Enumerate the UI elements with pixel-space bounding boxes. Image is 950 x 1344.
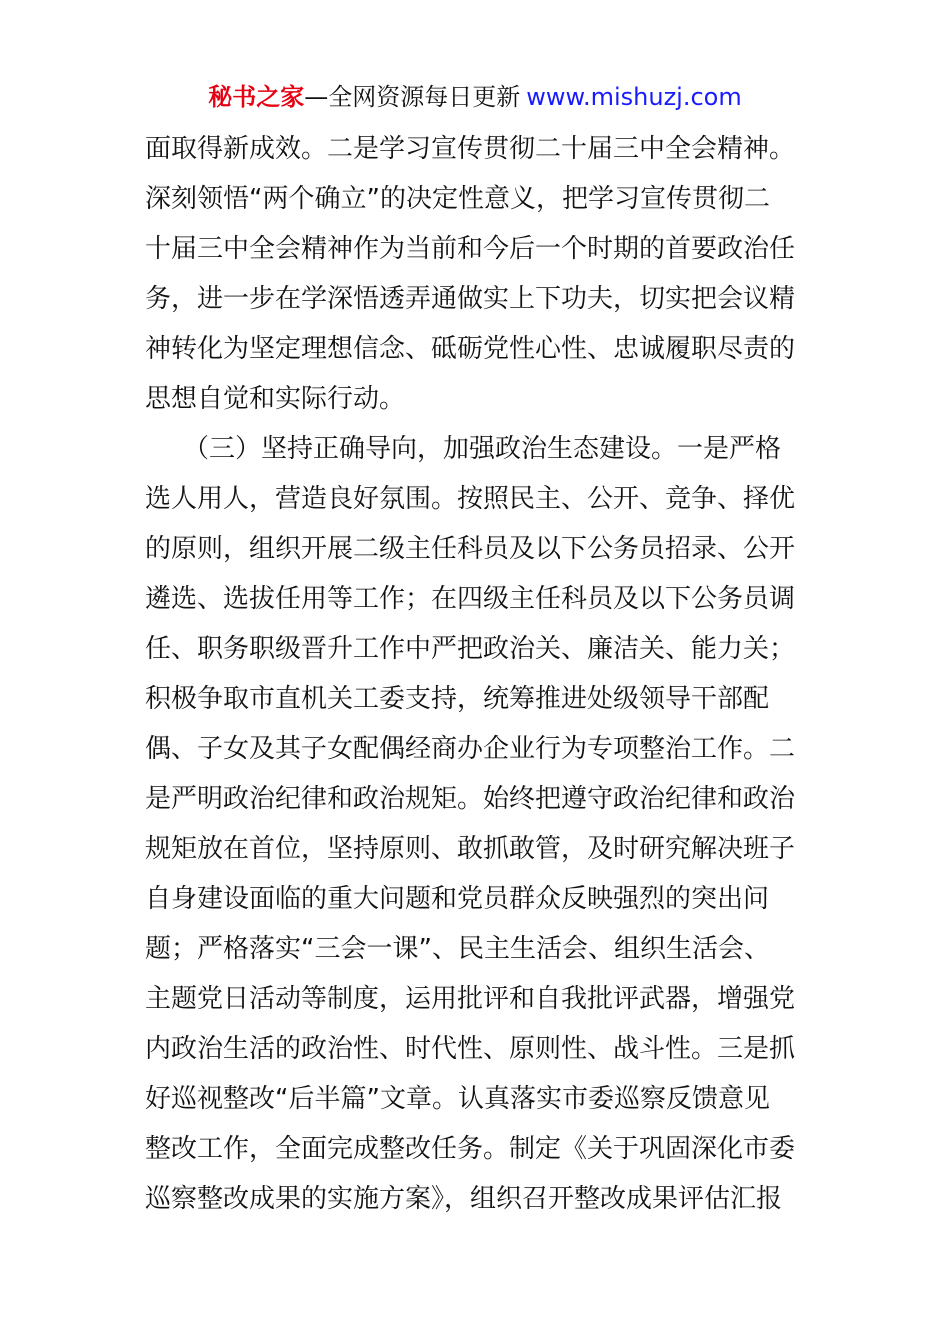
text-line: 题；严格落实“三会一课”、民主生活会、组织生活会、 <box>145 934 770 964</box>
text-line: 主题党日活动等制度，运用批评和自我批评武器，增强党 <box>145 984 796 1014</box>
text-line: 整改工作，全面完成整改任务。制定《关于巩固深化市委 <box>145 1134 796 1164</box>
text-line: 好巡视整改“后半篇”文章。认真落实市委巡察反馈意见 <box>145 1084 770 1114</box>
text-line: 深刻领悟“两个确立”的决定性意义，把学习宣传贯彻二 <box>145 184 770 214</box>
site-brand: 秘书之家 <box>208 83 305 111</box>
text-line: 选人用人，营造良好氛围。按照民主、公开、竞争、择优 <box>145 484 796 514</box>
text-line: 巡察整改成果的实施方案》，组织召开整改成果评估汇报 <box>145 1184 783 1214</box>
text-line: 十届三中全会精神作为当前和今后一个时期的首要政治任 <box>145 234 796 264</box>
section-heading-line: （三）坚持正确导向，加强政治生态建设。一是严格 <box>183 434 782 464</box>
site-header <box>0 80 950 114</box>
text-line: 任、职务职级晋升工作中严把政治关、廉洁关、能力关； <box>145 634 796 664</box>
text-line: 遴选、选拔任用等工作；在四级主任科员及以下公务员调 <box>145 584 796 614</box>
text-line: 规矩放在首位，坚持原则、敢抓敢管，及时研究解决班子 <box>145 834 796 864</box>
text-line: 偶、子女及其子女配偶经商办企业行为专项整治工作。二 <box>145 734 796 764</box>
text-line: 内政治生活的政治性、时代性、原则性、战斗性。三是抓 <box>145 1034 796 1064</box>
text-line: 是严明政治纪律和政治规矩。始终把遵守政治纪律和政治 <box>145 784 796 814</box>
text-line: 面取得新成效。二是学习宣传贯彻二十届三中全会精神。 <box>145 134 796 164</box>
text-line: 积极争取市直机关工委支持，统筹推进处级领导干部配 <box>145 684 770 714</box>
site-tagline: —全网资源每日更新 <box>304 83 521 111</box>
text-line: 神转化为坚定理想信念、砥砺党性心性、忠诚履职尽责的 <box>145 334 796 364</box>
site-url-link[interactable]: www.mishuzj.com <box>526 83 742 111</box>
text-line: 务，进一步在学深悟透弄通做实上下功夫，切实把会议精 <box>145 284 796 314</box>
text-line: 的原则，组织开展二级主任科员及以下公务员招录、公开 <box>145 534 796 564</box>
text-line: 思想自觉和实际行动。 <box>145 384 406 414</box>
text-line: 自身建设面临的重大问题和党员群众反映强烈的突出问 <box>145 884 770 914</box>
document-body <box>145 124 809 1224</box>
